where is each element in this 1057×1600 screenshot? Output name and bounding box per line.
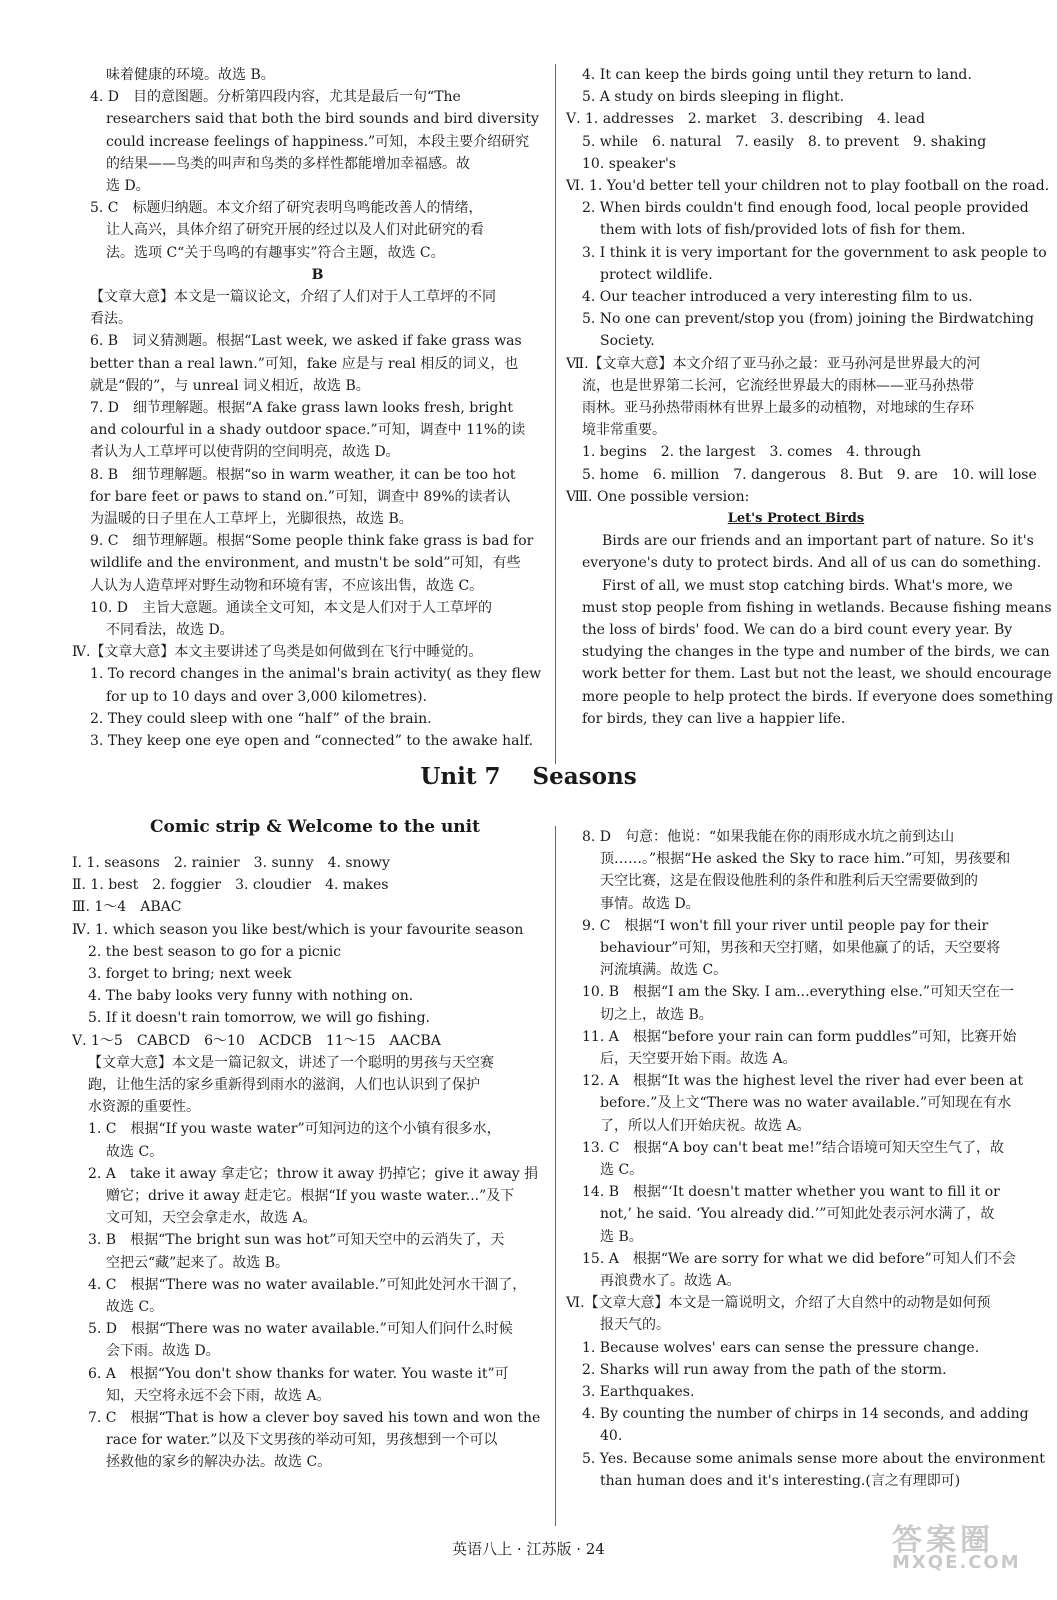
text-line: 1. C 根据“If you waste water”可知河边的这个小镇有很多水， xyxy=(88,1121,501,1138)
text-line: 2. When birds couldn't find enough food, local people provided xyxy=(582,200,1029,217)
text-line: Ⅲ. 1～4 ABAC xyxy=(72,899,182,916)
text-line: 人认为人造草坪对野生动物和环境有害，不应该出售，故选 C。 xyxy=(90,577,484,594)
text-line: 4. C 根据“There was no water available.”可知此处河水干涸了， xyxy=(88,1276,527,1293)
text-line: 4. D 目的意图题。分析第四段内容，尤其是最后一句“The xyxy=(90,89,461,106)
watermark-text: 答案圈 xyxy=(892,1523,994,1558)
text-line: 8. D 句意：他说：“如果我能在你的雨形成水坑之前到达山 xyxy=(582,829,955,845)
unit-title xyxy=(0,763,1057,790)
text-line: 切之上，故选 B。 xyxy=(600,1006,713,1023)
text-line: 5. D 根据“There was no water available.”可知人们问什么时候 xyxy=(88,1321,513,1338)
text-line: could increase feelings of happiness.”可知，本段主要介绍研究 xyxy=(106,133,530,150)
text-line: behaviour”可知，男孩和天空打赌，如果他赢了的话，天空要将 xyxy=(600,940,1001,957)
text-line: 者认为人工草坪可以使背阴的空间明亮，故选 D。 xyxy=(90,444,400,461)
text-line: than human does and it's interesting.(言之有理即可) xyxy=(600,1472,961,1489)
text-line: 选 B。 xyxy=(600,1228,643,1245)
text-line: 40. xyxy=(600,1428,623,1445)
text-line: 6. B 词义猜测题。根据“Last week, we asked if fake grass was xyxy=(90,333,522,350)
text-line: work better for them. Last but not the least, we should encourage xyxy=(582,666,1052,683)
text-line: 7. D 细节理解题。根据“A fake grass lawn looks fresh, bright xyxy=(90,400,514,417)
text-line: Ⅱ. 1. best 2. foggier 3. cloudier 4. makes xyxy=(72,877,389,894)
text-line: more people to help protect the birds. If everyone does something xyxy=(582,688,1054,705)
passage-label: B xyxy=(311,266,324,283)
text-line: 水资源的重要性。 xyxy=(88,1099,200,1116)
text-line: Ⅴ. 1～5 CABCD 6～10 ACDCB 11～15 AACBA xyxy=(72,1032,441,1049)
text-line: 10. D 主旨大意题。通读全文可知，本文是人们对于人工草坪的 xyxy=(90,599,492,616)
text-line: 3. forget to bring; next week xyxy=(88,966,292,983)
text-line: 【文章大意】本文是一篇记叙文，讲述了一个聪明的男孩与天空赛 xyxy=(88,1054,494,1071)
text-line: 15. A 根据“We are sorry for what we did before”可知人们不会 xyxy=(582,1250,1016,1267)
text-line: Ⅵ.【文章大意】本文是一篇说明文，介绍了大自然中的动物是如何预 xyxy=(566,1295,991,1312)
text-line: 10. B 根据“I am the Sky. I am...everything else.”可知天空在一 xyxy=(582,984,1015,1001)
text-line: 选 D。 xyxy=(106,178,150,195)
text-line: 会下雨。故选 D。 xyxy=(106,1343,220,1360)
text-line: 跑，让他生活的家乡重新得到雨水的滋润，人们也认识到了保护 xyxy=(88,1077,480,1094)
text-line: studying the changes in the type and number of the birds, we can xyxy=(582,644,1050,661)
text-line: 5. Yes. Because some animals sense more about the environment xyxy=(582,1450,1045,1467)
text-line: better than a real lawn.”可知，fake 应是与 real 相反的词义，也 xyxy=(90,355,519,372)
text-line: protect wildlife. xyxy=(600,266,713,283)
watermark-url: MXQE.COM xyxy=(892,1552,1021,1574)
text-line: 故选 C。 xyxy=(106,1299,164,1316)
bottom-left-column xyxy=(72,852,542,1474)
text-line: 雨林。亚马孙热带雨林有世界上最多的动植物，对地球的生存环 xyxy=(582,400,974,417)
text-line: 1. begins 2. the largest 3. comes 4. through xyxy=(582,444,921,461)
text-line: must stop people from fishing in wetlands. Because fishing means xyxy=(582,599,1052,616)
text-line: 2. Sharks will run away from the path of the storm. xyxy=(582,1361,947,1378)
text-line: 再浪费水了。故选 A。 xyxy=(600,1273,741,1290)
text-line: 为温暖的日子里在人工草坪上，光脚很热，故选 B。 xyxy=(90,511,413,528)
column-divider xyxy=(555,826,556,1526)
text-line: 【文章大意】本文是一篇议论文，介绍了人们对于人工草坪的不同 xyxy=(90,289,496,306)
text-line: 4. It can keep the birds going until they return to land. xyxy=(582,67,972,83)
text-line: 14. B 根据“‘It doesn't matter whether you want to fill it or xyxy=(582,1184,1000,1201)
top-right-column xyxy=(566,64,1054,730)
text-line: 5. C 标题归纳题。本文介绍了研究表明鸟鸣能改善人的情绪， xyxy=(90,200,483,217)
text-line: them with lots of fish/provided lots of fish for them. xyxy=(600,222,966,239)
text-line: 就是“假的”，与 unreal 词义相近，故选 B。 xyxy=(90,377,370,394)
watermark-logo xyxy=(892,1523,1047,1592)
text-line: 6. A 根据“You don't show thanks for water. You waste it”可 xyxy=(88,1365,509,1382)
text-line: 不同看法，故选 D。 xyxy=(106,622,234,639)
text-line: Ⅳ. 1. which season you like best/which is your favourite season xyxy=(72,921,524,938)
text-line: 4. The baby looks very funny with nothing on. xyxy=(88,988,414,1005)
text-line: 5. A study on birds sleeping in flight. xyxy=(582,89,845,106)
text-line: 看法。 xyxy=(90,311,132,328)
text-line: for up to 10 days and over 3,000 kilometres). xyxy=(106,688,428,705)
text-line: 境非常重要。 xyxy=(582,422,666,439)
text-line: 3. I think it is very important for the government to ask people to xyxy=(582,244,1047,261)
text-line: race for water.”以及下文男孩的举动可知，男孩想到一个可以 xyxy=(106,1432,498,1449)
text-line: 3. B 根据“The bright sun was hot”可知天空中的云消失了，天 xyxy=(88,1232,505,1249)
text-line: 9. C 根据“I won't fill your river until people pay for their xyxy=(582,917,989,934)
text-line: 顶……。”根据“He asked the Sky to race him.”可知，男孩要和 xyxy=(600,851,1011,868)
text-line: researchers said that both the bird sounds and bird diversity xyxy=(106,111,539,128)
column-divider xyxy=(555,64,556,764)
text-line: 12. A 根据“It was the highest level the river had ever been at xyxy=(582,1073,1024,1090)
text-line: 2. A take it away 拿走它；throw it away 扔掉它；give it away 捐 xyxy=(88,1165,539,1182)
text-line: 5. home 6. million 7. dangerous 8. But 9. are 10. will lose xyxy=(582,466,1037,483)
text-line: 拯救他的家乡的解决办法。故选 C。 xyxy=(106,1454,332,1471)
text-line: 味着健康的环境。故选 B。 xyxy=(106,67,275,83)
text-line: 报天气的。 xyxy=(600,1317,670,1334)
text-line: 后，天空要开始下雨。故选 A。 xyxy=(600,1051,797,1068)
text-line: 河流填满。故选 C。 xyxy=(600,962,728,979)
text-line: 事情。故选 D。 xyxy=(600,895,700,912)
text-line: Ⅳ.【文章大意】本文主要讲述了鸟类是如何做到在飞行中睡觉的。 xyxy=(72,644,483,661)
text-line: 9. C 细节理解题。根据“Some people think fake grass is bad for xyxy=(90,533,534,550)
text-line: wildlife and the environment, and mustn't be sold”可知，有些 xyxy=(90,555,521,572)
text-line: 4. By counting the number of chirps in 14 seconds, and adding xyxy=(582,1406,1029,1423)
text-line: Birds are our friends and an important part of nature. So it's xyxy=(602,533,1034,550)
text-line: 11. A 根据“before your rain can form puddles”可知，比赛开始 xyxy=(582,1028,1017,1045)
text-line: 空把云“藏”起来了。故选 B。 xyxy=(106,1254,290,1271)
essay-title: Let's Protect Birds xyxy=(727,511,865,527)
unit-name: Seasons xyxy=(532,763,637,790)
text-line: 4. Our teacher introduced a very interesting film to us. xyxy=(582,289,973,306)
text-line: 法。选项 C“关于鸟鸣的有趣事实”符合主题，故选 C。 xyxy=(106,244,445,261)
text-line: 天空比赛，这是在假设他胜利的条件和胜利后天空需要做到的 xyxy=(600,873,978,890)
page-footer: 英语八上 · 江苏版 · 24 xyxy=(452,1540,605,1558)
text-line: for birds, they can live a happier life. xyxy=(582,710,846,727)
text-line: 文可知，天空会拿走水，故选 A。 xyxy=(106,1210,317,1227)
text-line: Ⅵ. 1. You'd better tell your children not to play football on the road. xyxy=(566,178,1050,195)
text-line: for bare feet or paws to stand on.”可知，调查中 89%的读者认 xyxy=(90,488,511,505)
text-line: Ⅷ. One possible version: xyxy=(566,488,750,505)
unit-number: Unit 7 xyxy=(420,763,501,790)
text-line: Society. xyxy=(600,333,655,350)
section-title: Comic strip & Welcome to the unit xyxy=(150,817,480,837)
text-line: 10. speaker's xyxy=(582,155,676,172)
text-line: First of all, we must stop catching birds. What's more, we xyxy=(602,577,1013,594)
text-line: 知，天空将永远不会下雨，故选 A。 xyxy=(106,1387,331,1404)
text-line: 7. C 根据“That is how a clever boy saved his town and won the xyxy=(88,1410,541,1427)
text-line: not,’ he said. ‘You already did.’”可知此处表示河水满了，故 xyxy=(600,1206,995,1223)
top-left-column xyxy=(72,64,545,752)
text-line: 赠它；drive it away 赶走它。根据“If you waste water...”及下 xyxy=(106,1188,515,1205)
text-line: 3. Earthquakes. xyxy=(582,1384,695,1401)
text-line: the loss of birds' food. We can do a bird count every year. By xyxy=(582,622,1013,639)
text-line: 5. If it doesn't rain tomorrow, we will go fishing. xyxy=(88,1010,430,1027)
text-line: before.”及上文“There was no water available.”可知现在有水 xyxy=(600,1095,1012,1112)
text-line: 8. B 细节理解题。根据“so in warm weather, it can be too hot xyxy=(90,466,516,483)
text-line: 2. They could sleep with one “half” of the brain. xyxy=(90,710,432,727)
text-line: 选 C。 xyxy=(600,1162,644,1179)
text-line: 3. They keep one eye open and “connected” to the awake half. xyxy=(90,733,534,750)
text-line: 了，所以人们开始庆祝。故选 A。 xyxy=(600,1117,811,1134)
text-line: 1. To record changes in the animal's brain activity( as they flew xyxy=(90,666,542,683)
text-line: 5. No one can prevent/stop you (from) joining the Birdwatching xyxy=(582,311,1034,328)
text-line: 5. while 6. natural 7. easily 8. to prevent 9. shaking xyxy=(582,133,987,150)
text-line: 13. C 根据“A boy can't beat me!”结合语境可知天空生气了，故 xyxy=(582,1139,1005,1156)
text-line: 1. Because wolves' ears can sense the pressure change. xyxy=(582,1339,980,1356)
text-line: 流，也是世界第二长河，它流经世界最大的雨林——亚马孙热带 xyxy=(582,377,974,394)
text-line: 的结果——鸟类的叫声和鸟类的多样性都能增加幸福感。故 xyxy=(106,155,470,172)
text-line: 2. the best season to go for a picnic xyxy=(88,943,342,960)
text-line: and colourful in a shady outdoor space.”可知，调查中 11%的读 xyxy=(90,422,526,439)
text-line: Ⅶ.【文章大意】本文介绍了亚马孙之最：亚马孙河是世界最大的河 xyxy=(566,355,981,372)
bottom-right-column xyxy=(566,826,1045,1492)
text-line: 让人高兴，具体介绍了研究开展的经过以及人们对此研究的看 xyxy=(106,222,484,239)
text-line: everyone's duty to protect birds. And all of us can do something. xyxy=(582,555,1042,572)
text-line: 故选 C。 xyxy=(106,1143,164,1160)
text-line: Ⅰ. 1. seasons 2. rainier 3. sunny 4. snowy xyxy=(72,855,390,871)
text-line: Ⅴ. 1. addresses 2. market 3. describing 4. lead xyxy=(566,111,925,128)
